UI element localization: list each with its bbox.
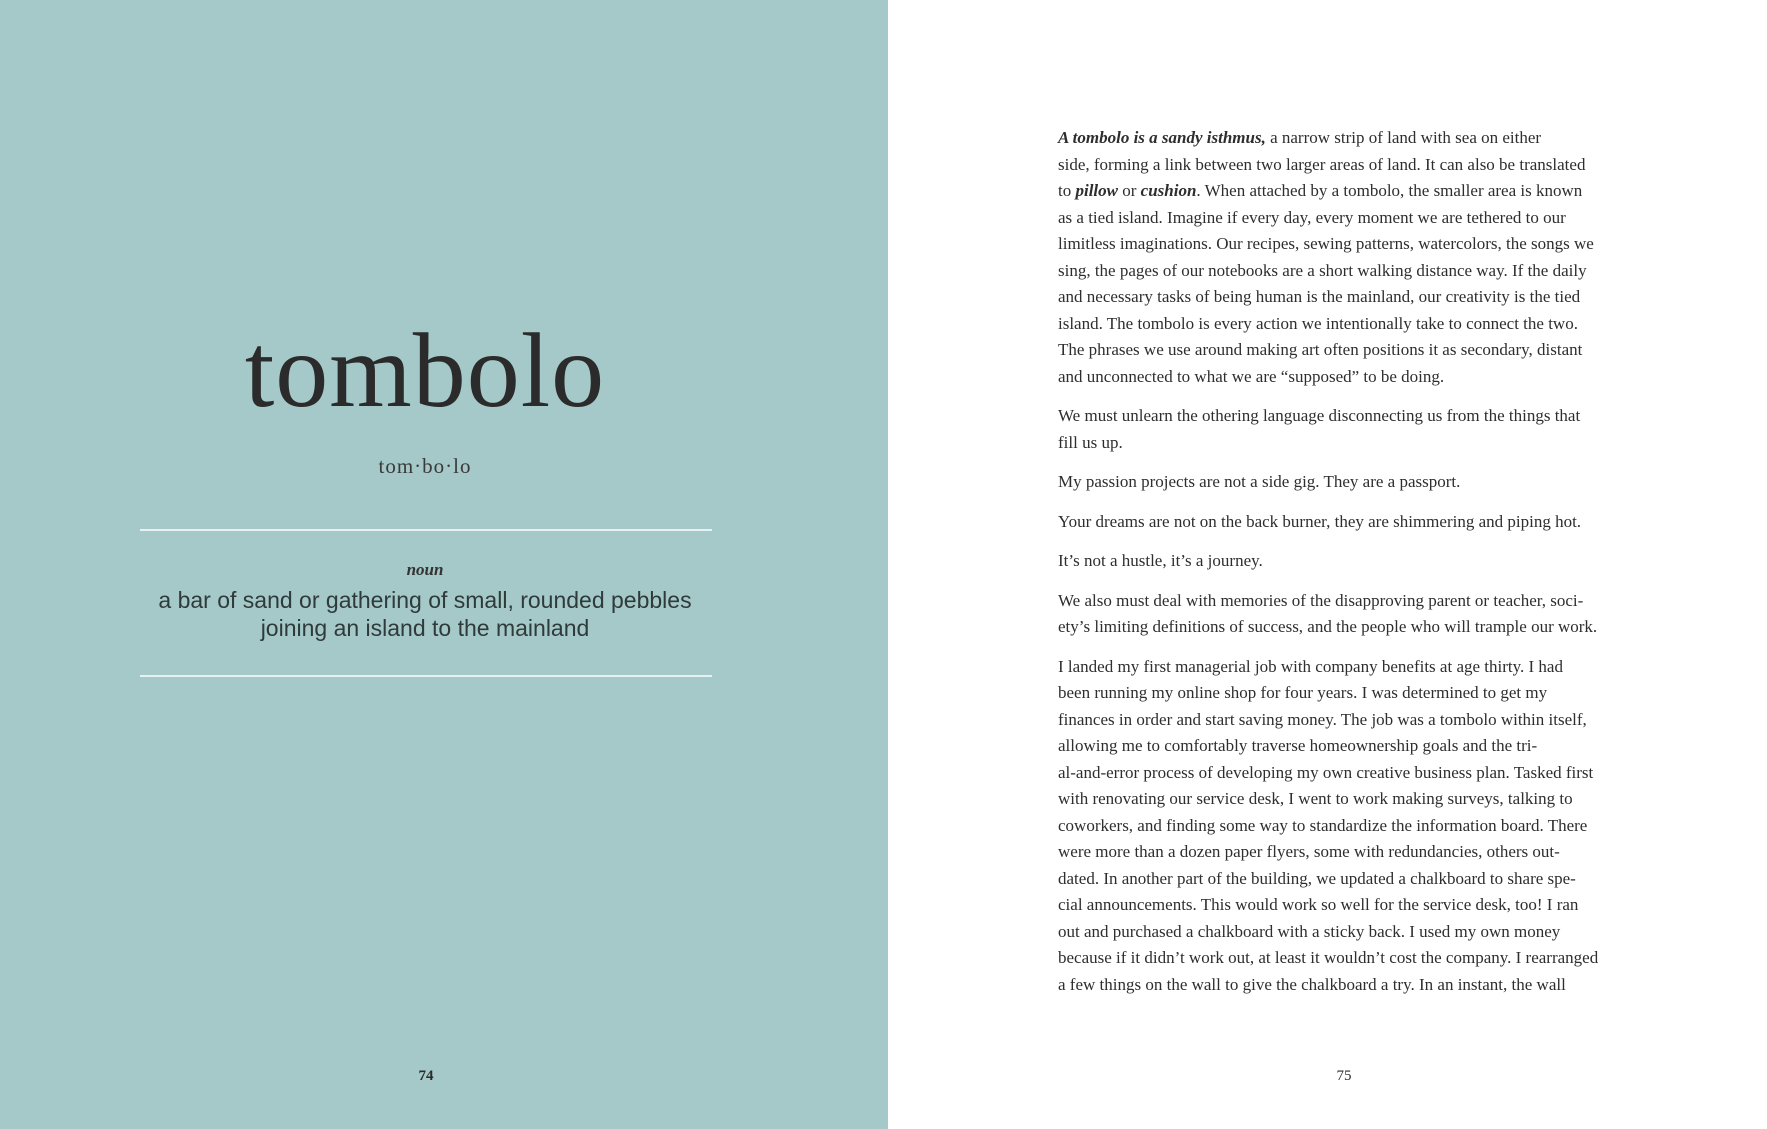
paragraph bbox=[1058, 654, 1638, 999]
paragraph bbox=[1058, 125, 1638, 390]
text-line: out and purchased a chalkboard with a sticky back. I used my own money bbox=[1058, 921, 1561, 941]
headword: tombolo bbox=[244, 312, 606, 429]
text-line: as a tied island. Imagine if every day, every moment we are tethered to our bbox=[1058, 207, 1566, 227]
part-of-speech: noun bbox=[406, 560, 444, 579]
text-span: . When attached by a tombolo, the smaller area is known bbox=[1196, 181, 1583, 200]
text-line: allowing me to comfortably traverse homeownership goals and the tri- bbox=[1058, 736, 1538, 755]
text-line: cial announcements. This would work so well for the service desk, too! I ran bbox=[1058, 895, 1579, 914]
text-span: to bbox=[1058, 181, 1076, 200]
text-line: ety’s limiting definitions of success, and the people who will trample our work. bbox=[1058, 617, 1598, 636]
paragraph bbox=[1058, 548, 1638, 575]
text-span: a narrow strip of land with sea on either bbox=[1265, 128, 1542, 147]
text-line: We also must deal with memories of the disapproving parent or teacher, soci- bbox=[1058, 590, 1584, 610]
text-line: limitless imaginations. Our recipes, sewing patterns, watercolors, the songs we bbox=[1058, 234, 1594, 253]
definition bbox=[0, 586, 850, 642]
text-line: and necessary tasks of being human is the mainland, our creativity is the tied bbox=[1058, 287, 1581, 306]
paragraph bbox=[1058, 403, 1638, 456]
page-number-left: 74 bbox=[418, 1068, 434, 1084]
text-line: with renovating our service desk, I went to work making surveys, talking to bbox=[1058, 789, 1573, 808]
text-line: sing, the pages of our notebooks are a short walking distance way. If the daily bbox=[1058, 260, 1587, 280]
paragraph bbox=[1058, 509, 1638, 536]
text-line: coworkers, and finding some way to standardize the information board. There bbox=[1058, 815, 1588, 835]
text-line: a few things on the wall to give the chalkboard a try. In an instant, the wall bbox=[1058, 974, 1566, 994]
text-line bbox=[1058, 178, 1638, 205]
text-span: or bbox=[1118, 181, 1141, 200]
text-line: island. The tombolo is every action we intentionally take to connect the two. bbox=[1058, 313, 1578, 333]
page-number-right: 75 bbox=[1336, 1068, 1352, 1084]
lead-in: A tombolo is a sandy isthmus, bbox=[1058, 128, 1266, 147]
text-line: fill us up. bbox=[1058, 432, 1123, 452]
pronunciation: tom·bo·lo bbox=[378, 454, 472, 478]
definition-line: joining an island to the mainland bbox=[260, 615, 590, 641]
text-line bbox=[1058, 125, 1638, 152]
text-line: side, forming a link between two larger areas of land. It can also be translated bbox=[1058, 154, 1586, 174]
bottom-divider bbox=[140, 675, 712, 677]
emphasis: pillow bbox=[1075, 181, 1118, 200]
text-line: We must unlearn the othering language disconnecting us from the things that bbox=[1058, 406, 1581, 425]
text-line: because if it didn’t work out, at least it wouldn’t cost the company. I rearranged bbox=[1058, 948, 1599, 967]
text-line: and unconnected to what we are “supposed” to be doing. bbox=[1058, 366, 1445, 386]
definition-line: a bar of sand or gathering of small, rounded pebbles bbox=[158, 587, 692, 613]
paragraph bbox=[1058, 469, 1638, 496]
text-line: It’s not a hustle, it’s a journey. bbox=[1058, 551, 1263, 570]
text-line: dated. In another part of the building, we updated a chalkboard to share spe- bbox=[1058, 868, 1576, 888]
paragraph bbox=[1058, 588, 1638, 641]
text-line: been running my online shop for four years. I was determined to get my bbox=[1058, 683, 1548, 702]
text-line: I landed my first managerial job with company benefits at age thirty. I had bbox=[1058, 656, 1563, 676]
emphasis: cushion bbox=[1140, 181, 1197, 200]
text-line: al-and-error process of developing my own creative business plan. Tasked first bbox=[1058, 762, 1594, 782]
text-line: The phrases we use around making art often positions it as secondary, distant bbox=[1058, 340, 1583, 359]
text-line: were more than a dozen paper flyers, some with redundancies, others out- bbox=[1058, 842, 1560, 861]
text-line: My passion projects are not a side gig. They are a passport. bbox=[1058, 472, 1461, 491]
top-divider bbox=[140, 529, 712, 531]
text-line: Your dreams are not on the back burner, they are shimmering and piping hot. bbox=[1058, 511, 1582, 531]
body-text bbox=[1058, 125, 1638, 1011]
text-line: finances in order and start saving money. The job was a tombolo within itself, bbox=[1058, 709, 1587, 729]
